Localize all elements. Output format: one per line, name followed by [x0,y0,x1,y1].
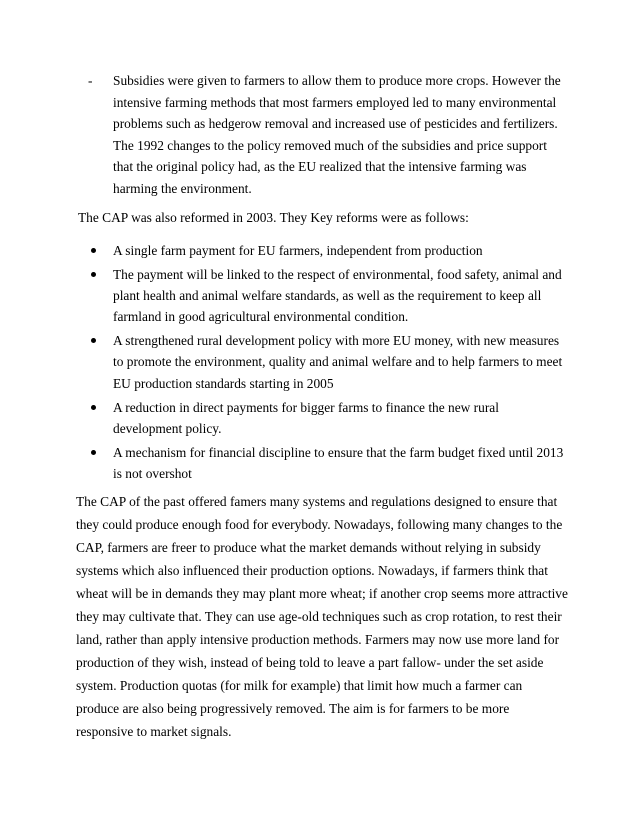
dash-item-text: Subsidies were given to farmers to allow them to produce more crops. However the intensive farming methods that most farmers employed led to many environmental problems such as hedgerow removal and increased use of pesticides and fertilizers. The 1992 changes to the policy removed much of the subsidies and price support that the original policy had, as the EU realized that the intensive farming was harming the environment. [113,73,561,196]
bullet-text: A reduction in direct payments for bigger farms to finance the new rural development policy. [113,399,499,436]
list-item [90,397,570,440]
reforms-bullet-list [90,240,570,487]
list-item [90,240,570,261]
list-item [90,442,570,485]
bullet-icon [91,405,96,410]
list-item [90,264,570,328]
reforms-intro: The CAP was also reformed in 2003. They Key reforms were as follows: [78,210,469,225]
body-paragraph: The CAP of the past offered famers many systems and regulations designed to ensure that they could produce enough food for everybody. Nowadays, following many changes to the CAP, farmers are freer to produce what the market demands without relying in subsidy systems which also influenced their production options. Nowadays, if farmers think that wheat will be in demands they may plant more wheat; if another crop seems more attractive they may cultivate that. They can use age-old techniques such as crop rotation, to rest their land, rather than apply intensive production methods. Farmers may now use more land for production of they wish, instead of being told to leave a part fallow- under the set aside system. Production quotas (for milk for example) that limit how much a farmer can produce are also being progressively removed. The aim is for farmers to be more responsive to market signals. [76,494,568,739]
bullet-icon [91,272,96,277]
list-item [90,330,570,394]
dash-list-item [88,70,568,199]
dash-marker: - [88,73,93,88]
bullet-text: The payment will be linked to the respect of environmental, food safety, animal and plant health and animal welfare standards, as well as the requirement to keep all farmland in good agricultural environmental condition. [113,266,562,325]
bullet-icon [91,338,96,343]
bullet-text: A single farm payment for EU farmers, independent from production [113,243,483,258]
bullet-text: A mechanism for financial discipline to ensure that the farm budget fixed until 2013 is not overshot [113,444,564,481]
bullet-text: A strengthened rural development policy with more EU money, with new measures to promote the environment, quality and animal welfare and to help farmers to meet EU production standards starting in 2005 [113,333,563,391]
bullet-icon [91,450,96,455]
bullet-icon [91,248,96,253]
